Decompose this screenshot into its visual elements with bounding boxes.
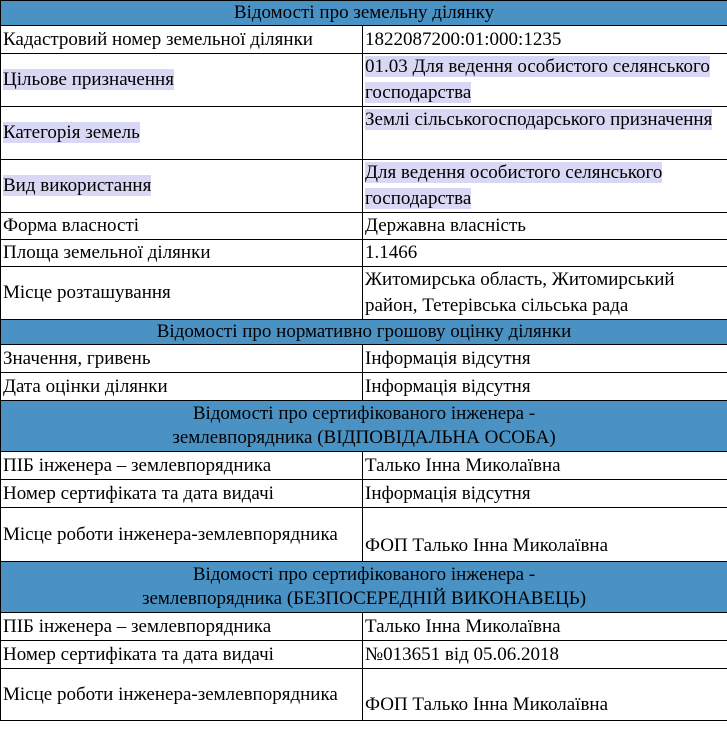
- section-title-line: землевпорядника (БЕЗПОСЕРЕДНІЙ ВИКОНАВЕЦЬ): [141, 588, 587, 609]
- table-row: [1, 641, 727, 669]
- row-label: ПІБ інженера – землевпорядника: [1, 452, 363, 480]
- section-header-direct-executor: [1, 562, 727, 613]
- row-label: Вид використання: [3, 175, 152, 196]
- row-value: Талько Інна Миколаївна: [363, 613, 727, 641]
- table-row: [1, 669, 727, 721]
- row-value: 1822087200:01:000:1235: [363, 26, 727, 54]
- section-header-normative-valuation: [1, 320, 727, 345]
- table-row: [1, 267, 727, 320]
- table-row: [1, 213, 727, 240]
- row-value: №013651 від 05.06.2018: [363, 641, 727, 669]
- row-value: ФОП Талько Інна Миколаївна: [363, 508, 727, 562]
- row-value: Житомирська область, Житомирський район, Тетерівська сільська рада: [363, 267, 727, 320]
- row-label: Місце роботи інженера-землевпорядника: [1, 669, 363, 721]
- section-title-line: Відомості про сертифікованого інженера -: [192, 564, 536, 585]
- row-value: Землі сільськогосподарського призначення: [365, 109, 713, 130]
- row-label: Значення, гривень: [1, 345, 363, 373]
- row-label: Місце роботи інженера-землевпорядника: [1, 508, 363, 562]
- table-row: [1, 240, 727, 267]
- row-value: ФОП Талько Інна Миколаївна: [363, 669, 727, 721]
- table-row: [1, 613, 727, 641]
- row-value: Інформація відсутня: [363, 373, 727, 401]
- row-value: Талько Інна Миколаївна: [363, 452, 727, 480]
- table-row: [1, 26, 727, 54]
- row-value: 1.1466: [363, 240, 727, 267]
- row-label: Категорія земель: [3, 122, 140, 143]
- row-label: Площа земельної ділянки: [1, 240, 363, 267]
- table-row: [1, 373, 727, 401]
- row-label: ПІБ інженера – землевпорядника: [1, 613, 363, 641]
- table-row: [1, 160, 727, 213]
- row-value: Інформація відсутня: [363, 345, 727, 373]
- row-label: Цільове призначення: [3, 69, 174, 90]
- table-row: [1, 54, 727, 107]
- row-label: Номер сертифіката та дата видачі: [1, 641, 363, 669]
- section-header-responsible-engineer: [1, 401, 727, 452]
- section-header-land-plot: [1, 1, 727, 26]
- table-row: [1, 107, 727, 160]
- table-row: [1, 508, 727, 562]
- section-title-line: землевпорядника (ВІДПОВІДАЛЬНА ОСОБА): [172, 427, 556, 448]
- table-row: [1, 452, 727, 480]
- row-label: Кадастровий номер земельної ділянки: [1, 26, 363, 54]
- table-row: [1, 480, 727, 508]
- table-row: [1, 345, 727, 373]
- row-value: 01.03 Для ведення особистого селянського господарства: [365, 56, 710, 103]
- row-label: Дата оцінки ділянки: [1, 373, 363, 401]
- row-value: Інформація відсутня: [363, 480, 727, 508]
- row-value: Для ведення особистого селянського господарства: [365, 162, 663, 209]
- row-label: Форма власності: [1, 213, 363, 240]
- row-value: Державна власність: [363, 213, 727, 240]
- row-label: Номер сертифіката та дата видачі: [1, 480, 363, 508]
- section-title: Відомості про земельну ділянку: [233, 2, 495, 23]
- section-title-line: Відомості про сертифікованого інженера -: [192, 403, 536, 424]
- section-title: Відомості про нормативно грошову оцінку ділянки: [156, 321, 572, 342]
- row-label: Місце розташування: [1, 267, 363, 320]
